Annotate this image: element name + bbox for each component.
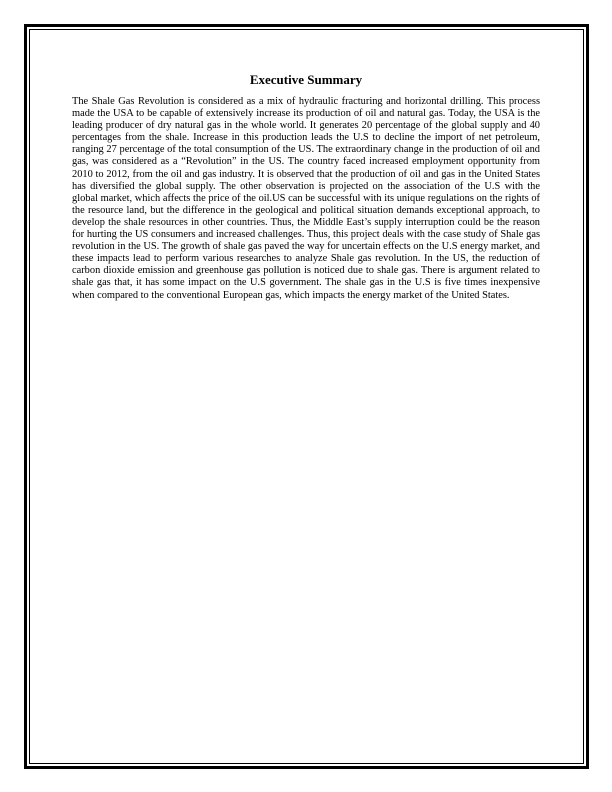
summary-paragraph: The Shale Gas Revolution is considered as a mix of hydraulic fracturing and horizontal drilling. This process made the USA to be capable of extensively increase its production of oil and natural gas. Today, the USA is the leading producer of dry natural gas in the whole world. It generates 20 percentage of the global supply and 40 percentages from the shale. Increase in this production leads the U.S to decline the import of net petroleum, ranging 27 percentage of the total consumption of the US. The extraordinary change in the production of oil and gas, was considered as a “Revolution” in the US. The country faced increased employment opportunity from 2010 to 2012, from the oil and gas industry. It is observed that the production of oil and gas in the United States has diversified the global supply. The other observation is projected on the association of the U.S with the global market, which affects the price of the oil.US can be successful with its unique regulations on the rights of the resource land, but the difference in the geological and political situation demands exceptional approach, to develop the shale resources in other countries. Thus, the Middle East’s supply interruption could be the reason for hurting the US consumers and increased challenges. Thus, this project deals with the case study of Shale gas revolution in the US. The growth of shale gas paved the way for uncertain effects on the U.S energy market, and these impacts lead to perform various researches to analyze Shale gas revolution. In the US, the reduction of carbon dioxide emission and greenhouse gas pollution is noticed due to shale gas. There is argument related to shale gas that, it has some impact on the U.S government. The shale gas in the U.S is five times inexpensive when compared to the conventional European gas, which impacts the energy market of the United States.	[72, 96, 540, 301]
document-content	[72, 72, 540, 302]
page-title: Executive Summary	[249, 72, 363, 87]
